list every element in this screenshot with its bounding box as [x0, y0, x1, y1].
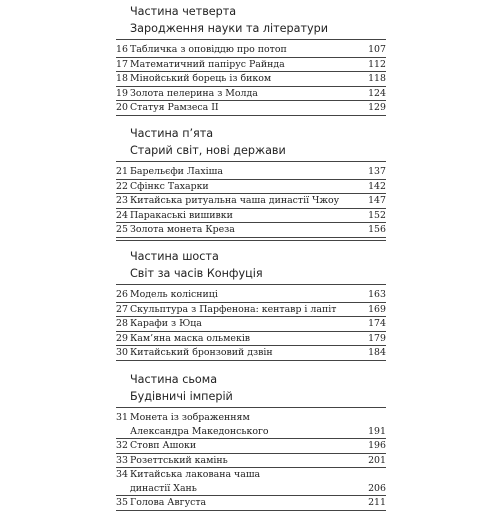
entry-number: 27 [116, 303, 128, 315]
toc-entry[interactable] [116, 165, 386, 180]
toc-entry[interactable] [116, 180, 386, 195]
part-title: Будівничі імперій [130, 390, 233, 403]
entry-page: 201 [368, 454, 386, 466]
toc-entry[interactable] [116, 303, 386, 318]
entry-title: Статуя Рамзеса II [130, 102, 219, 113]
part-section [116, 371, 386, 511]
entry-page: 147 [368, 195, 386, 206]
divider [116, 161, 386, 162]
entry-title: Золота монета Креза [130, 224, 235, 235]
toc-entry[interactable] [116, 346, 386, 361]
section-separator [116, 240, 386, 241]
divider [116, 284, 386, 285]
entry-title: Мінойський борець із биком [130, 73, 272, 84]
toc-entry[interactable] [116, 194, 386, 209]
entry-title: Китайська ритуальна чаша династії Чжоу [130, 195, 340, 206]
entry-number: 29 [116, 332, 128, 344]
entry-number: 23 [116, 195, 128, 206]
divider [116, 39, 386, 40]
entry-number: 28 [116, 318, 128, 329]
entry-title: Математичний папірус Райнда [130, 58, 285, 70]
part-section [116, 3, 386, 116]
toc-entry[interactable] [116, 496, 386, 511]
entry-page: 174 [368, 318, 386, 329]
entry-title-line: Китайська лакована чаша [130, 469, 261, 480]
entry-page: 156 [368, 224, 386, 235]
entry-number: 31 [116, 412, 128, 423]
entry-title: Паракаські вишивки [130, 209, 233, 221]
entry-page: 191 [368, 425, 386, 437]
entry-number: 32 [116, 440, 128, 451]
entry-title-line: Александра Македонського [130, 425, 269, 437]
divider [116, 407, 386, 408]
toc-entry[interactable] [116, 288, 386, 303]
entry-page: 118 [368, 73, 386, 84]
entry-page: 112 [368, 58, 386, 70]
entry-title: Карафи з Юца [130, 318, 202, 329]
entry-number: 33 [116, 454, 128, 466]
part-section [116, 248, 386, 361]
entry-number: 30 [116, 347, 128, 358]
toc-entry[interactable] [116, 411, 386, 439]
toc-entry[interactable] [116, 317, 386, 332]
entry-page: 211 [368, 497, 386, 508]
entry-number: 24 [116, 209, 128, 221]
part-section [116, 125, 386, 238]
entry-title: Сфінкс Тахарки [130, 180, 209, 192]
entry-page: 206 [368, 482, 386, 494]
entry-number: 35 [116, 497, 128, 508]
entry-title: Кам’яна маска ольмеків [130, 332, 251, 344]
entry-page: 152 [368, 209, 386, 221]
part-label: Частина сьома [130, 373, 218, 386]
entry-number: 17 [116, 58, 128, 70]
toc-entry[interactable] [116, 439, 386, 454]
toc-entry[interactable] [116, 454, 386, 469]
entry-page: 179 [368, 332, 386, 344]
entry-title: Стовп Ашоки [130, 440, 197, 451]
entry-title: Модель колісниці [130, 289, 218, 300]
entry-title: Барельєфи Лахіша [130, 166, 223, 177]
entry-number: 16 [116, 44, 128, 55]
entry-page: 124 [368, 87, 386, 99]
entry-number: 19 [116, 87, 128, 99]
toc-entry[interactable] [116, 101, 386, 116]
toc-entry[interactable] [116, 332, 386, 347]
part-title: Світ за часів Конфуція [130, 267, 263, 280]
part-label: Частина четверта [130, 5, 237, 18]
toc-entry[interactable] [116, 223, 386, 238]
entry-number: 18 [116, 73, 128, 84]
toc-entry[interactable] [116, 58, 386, 73]
toc-entry[interactable] [116, 87, 386, 102]
entry-number: 34 [116, 469, 128, 480]
entry-page: 137 [368, 166, 386, 177]
part-label: Частина шоста [130, 250, 219, 263]
toc-entry[interactable] [116, 43, 386, 58]
toc-entry[interactable] [116, 468, 386, 496]
entry-title: Голова Августа [130, 497, 207, 508]
entry-title: Скульптура з Парфенона: кентавр і лапіт [130, 303, 337, 315]
part-title: Зародження науки та літератури [130, 22, 329, 35]
toc-entry[interactable] [116, 209, 386, 224]
entry-page: 169 [368, 303, 386, 315]
entry-page: 184 [368, 347, 386, 358]
entry-page: 196 [368, 440, 386, 451]
entry-page: 107 [368, 44, 386, 55]
entry-number: 21 [116, 166, 128, 177]
entry-number: 25 [116, 224, 128, 235]
part-label: Частина п’ята [130, 127, 214, 140]
entry-title-line: династії Хань [130, 482, 197, 494]
entry-title: Золота пелерина з Молда [130, 87, 258, 99]
entry-page: 142 [368, 180, 386, 192]
entry-title-line: Монета із зображенням [130, 412, 250, 423]
toc-entry[interactable] [116, 72, 386, 87]
part-title: Старий світ, нові держави [130, 144, 286, 157]
entry-title: Китайський бронзовий дзвін [130, 347, 273, 358]
entry-number: 22 [116, 180, 128, 192]
entry-number: 26 [116, 289, 128, 300]
entry-page: 129 [368, 102, 386, 113]
entry-title: Табличка з оповіддю про потоп [130, 44, 287, 55]
entry-title: Розеттський камінь [130, 454, 228, 466]
entry-number: 20 [116, 102, 128, 113]
entry-page: 163 [368, 289, 386, 300]
